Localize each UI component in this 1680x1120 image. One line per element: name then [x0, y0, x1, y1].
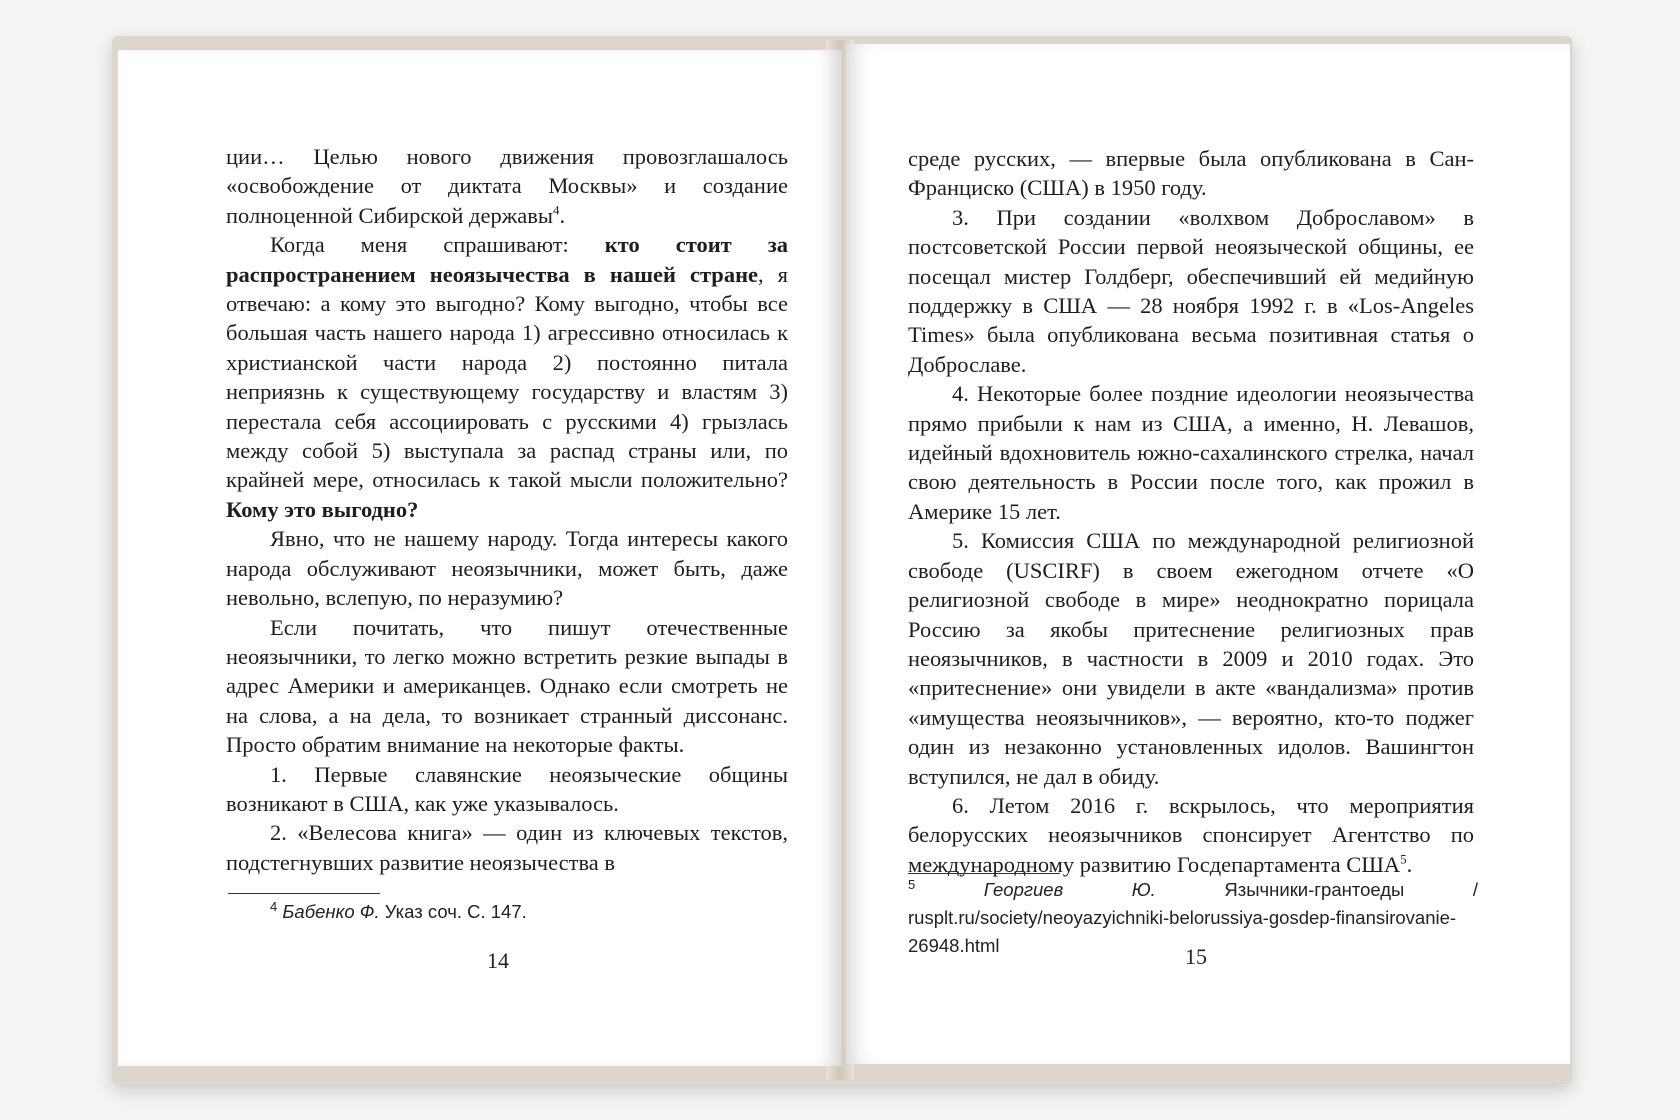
- footnote-number: 4: [270, 898, 278, 914]
- paragraph: 1. Первые славянские неоязыческие общины возникают в США, как уже указывалось.: [226, 761, 788, 816]
- paragraph: Явно, что не нашему народу. Тогда интересы какого народа обслуживают неоязычники, может быть, даже невольно, вслепую, по неразумию?: [226, 526, 788, 611]
- paragraph: среде русских, — впервые была опубликована в Сан-Франциско (США) в 1950 году.: [908, 146, 1474, 201]
- footnote-text: Указ соч. С. 147.: [384, 901, 527, 922]
- footnote-number: 5: [908, 876, 916, 892]
- footnote-divider: [908, 873, 1060, 874]
- paragraph: 2. «Велесова книга» — один из ключевых текстов, подстегнувших развитие неоязычества в: [226, 820, 788, 875]
- bold-phrase: кто стоит за распространением неоязычества в нашей стране: [226, 232, 788, 287]
- page-number: 15: [1185, 944, 1207, 969]
- paragraph: 5. Комиссия США по международной религиозной свободе (USCIRF) в своем ежегодном отчете «О религиозной свободе в мире» неоднократно порицала Россию за якобы притеснение религиозных прав неоязычников, в частности в 2009 и 2010 годах. Это «притеснение» они увидели в акте «вандализма» против «имущества неоязычников», — вероятно, кто-то поджег один из незаконно установленных идолов. Вашингтон вступился, не дал в обиду.: [908, 528, 1474, 789]
- left-page-text: [226, 142, 788, 877]
- paragraph: Если почитать, что пишут отечественные неоязычники, то легко можно встретить резкие выпады в адрес Америки и американцев. Однако если смотреть не на слова, а на дела, то возникает странный диссонанс. Просто обратим внимание на некоторые факты.: [226, 614, 788, 758]
- footnote: [270, 898, 770, 926]
- right-page: [846, 44, 1570, 1064]
- paragraph: 4. Некоторые более поздние идеологии неоязычества прямо прибыли к нам из США, а именно, Н. Левашов, идейный вдохновитель южно-сахалинского стрелка, начал свою деятельность в России после того, как прожил в Америке 15 лет.: [908, 381, 1474, 524]
- paragraph: 3. При создании «волхвом Доброславом» в постсоветской России первой неоязыческой общины, ее посещал мистер Голдберг, обеспечивший ей медийную поддержку в США — 28 ноября 1992 г. в «Los-Angeles Times» была опубликована весьма позитивная статья о Доброславе.: [908, 204, 1474, 377]
- right-page-text: [908, 144, 1474, 879]
- paragraph: Когда меня спрашивают: кто стоит за распространением неоязычества в нашей стране, я отвечаю: а кому это выгодно? Кому выгодно, чтобы все большая часть нашего народа 1) агрессивно относилась к христианской части народа 2) постоянно питала неприязнь к существующему государству и властям 3) перестала себя ассоциировать с русскими 4) грызлась между собой 5) выступала за распад страны или, по крайней мере, относилась к такой мысли положительно? Кому это выгодно?: [226, 232, 788, 522]
- left-page: [118, 50, 842, 1066]
- footnote-text: Язычники-грантоеды / rusplt.ru/society/neoyazyichniki-belorussiya-gosdep-finansirovanie-26948.html: [908, 879, 1479, 956]
- footnote-divider: [228, 893, 380, 894]
- footnote-ref: 5: [1400, 851, 1407, 867]
- paragraph: ции… Целью нового движения провозглашалось «освобождение от диктата Москвы» и создание полноценной Сибирской державы$^4$.: [226, 144, 788, 228]
- footnote-author: Георгиев Ю.: [983, 879, 1156, 900]
- paragraph: 6. Летом 2016 г. вскрылось, что мероприятия белорусских неоязычников спонсирует Агентство по международному развитию Госдепартамента США$^5$.: [908, 792, 1474, 877]
- page-number: 14: [487, 948, 509, 973]
- bold-phrase: Кому это выгодно?: [226, 496, 419, 522]
- footnote-ref: 4: [552, 202, 560, 218]
- footnote-author: Бабенко Ф.: [282, 901, 380, 922]
